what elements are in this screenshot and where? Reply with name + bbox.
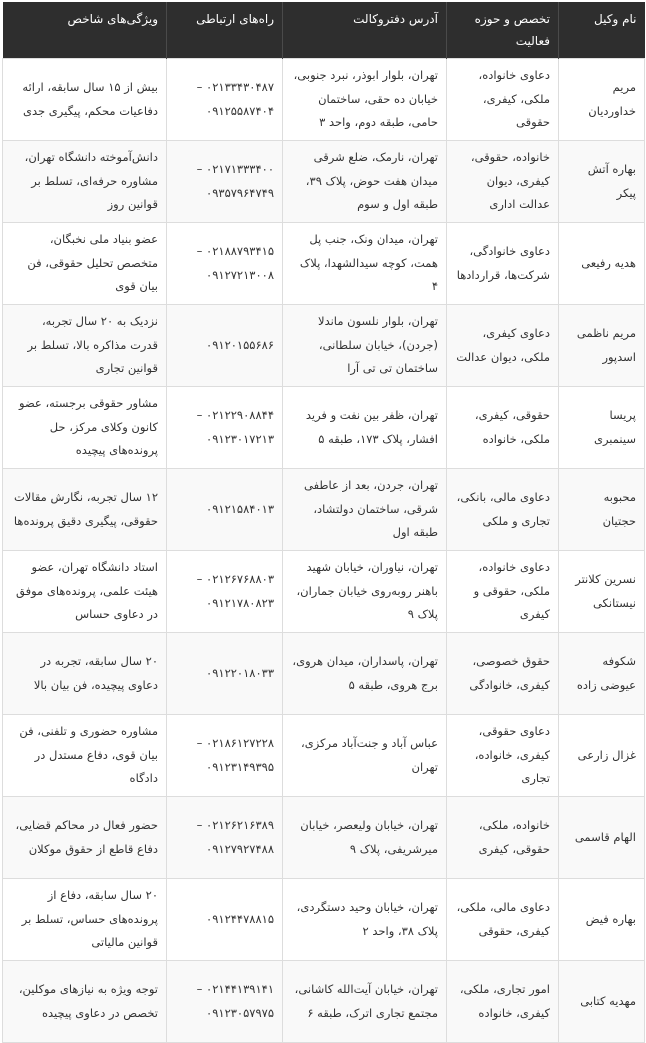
address-cell: تهران، نارمک، ضلع شرقی میدان هفت حوض، پلاک ۳۹، طبقه اول و سوم	[283, 141, 447, 223]
lawyer-name-cell: بهاره فیض	[559, 879, 645, 961]
table-row	[3, 387, 645, 469]
header-features: ویژگی‌های شاخص	[3, 2, 167, 59]
address-cell: تهران، پاسداران، میدان هروی، برج هروی، طبقه ۵	[283, 633, 447, 715]
lawyer-name-cell: شکوفه عیوضی زاده	[559, 633, 645, 715]
header-row	[3, 2, 645, 59]
phone-number: ۰۲۱۲۲۹۰۸۸۴۴ –	[196, 408, 274, 422]
contact-cell	[167, 59, 283, 141]
phone-number: ۰۹۱۲۳۰۵۷۹۷۵	[206, 1005, 274, 1020]
table-row	[3, 961, 645, 1043]
lawyers-table-container	[2, 2, 645, 1043]
header-contact: راه‌های ارتباطی	[167, 2, 283, 59]
phone-number: ۰۹۱۲۷۲۱۳۰۰۸	[206, 267, 274, 282]
phone-number: ۰۲۱۴۴۱۳۹۱۴۱ –	[196, 982, 274, 996]
phone-number: ۰۲۱۲۶۷۶۸۸۰۳ –	[196, 572, 274, 586]
specialty-cell: دعاوی خانواده، ملکی، کیفری، حقوقی	[447, 59, 559, 141]
features-cell: توجه ویژه به نیازهای موکلین، تخصص در دعاوی پیچیده	[3, 961, 167, 1043]
phone-number: ۰۲۱۲۶۲۱۶۳۸۹ –	[196, 818, 274, 832]
phone-number: ۰۹۱۲۱۵۸۴۰۱۳	[206, 501, 274, 516]
specialty-cell: دعاوی کیفری، ملکی، دیوان عدالت	[447, 305, 559, 387]
contact-cell	[167, 387, 283, 469]
header-address: آدرس دفتروکالت	[283, 2, 447, 59]
phone-number: ۰۹۱۲۲۰۱۸۰۳۳	[206, 665, 274, 680]
phone-number: ۰۲۱۷۱۳۳۳۴۰۰ –	[196, 162, 274, 176]
address-cell: عباس آباد و جنت‌آباد مرکزی، تهران	[283, 715, 447, 797]
contact-cell	[167, 879, 283, 961]
address-cell: تهران، خیابان وحید دستگردی، پلاک ۳۸، واحد ۲	[283, 879, 447, 961]
lawyer-name-cell: مریم خداوردیان	[559, 59, 645, 141]
contact-cell	[167, 961, 283, 1043]
address-cell: تهران، جردن، بعد از عاطفی شرقی، ساختمان دولتشاد، طبقه اول	[283, 469, 447, 551]
lawyer-name-cell: محبوبه حجتیان	[559, 469, 645, 551]
lawyer-name-cell: مریم ناظمی اسدپور	[559, 305, 645, 387]
table-row	[3, 305, 645, 387]
address-cell: تهران، خیابان ولیعصر، خیابان میرشریفی، پلاک ۹	[283, 797, 447, 879]
table-row	[3, 551, 645, 633]
lawyer-name-cell: هدیه رفیعی	[559, 223, 645, 305]
features-cell: دانش‌آموخته دانشگاه تهران، مشاوره حرفه‌ای، تسلط بر قوانین روز	[3, 141, 167, 223]
address-cell: تهران، ظفر بین نفت و فرید افشار، پلاک ۱۷۳، طبقه ۵	[283, 387, 447, 469]
specialty-cell: حقوق خصوصی، کیفری، خانوادگی	[447, 633, 559, 715]
features-cell: عضو بنیاد ملی نخبگان، متخصص تحلیل حقوقی، فن بیان قوی	[3, 223, 167, 305]
contact-cell	[167, 141, 283, 223]
table-row	[3, 469, 645, 551]
table-row	[3, 59, 645, 141]
table-row	[3, 879, 645, 961]
specialty-cell: دعاوی خانواده، ملکی، حقوقی و کیفری	[447, 551, 559, 633]
features-cell: ۲۰ سال سابقه، تجربه در دعاوی پیچیده، فن بیان بالا	[3, 633, 167, 715]
lawyer-name-cell: نسرین کلانتر نیستانکی	[559, 551, 645, 633]
specialty-cell: خانواده، حقوقی، کیفری، دیوان عدالت اداری	[447, 141, 559, 223]
features-cell: نزدیک به ۲۰ سال تجربه، قدرت مذاکره بالا، تسلط بر قوانین تجاری	[3, 305, 167, 387]
contact-cell	[167, 633, 283, 715]
lawyer-name-cell: مهدیه کتابی	[559, 961, 645, 1043]
lawyers-table	[2, 2, 645, 1043]
phone-number: ۰۹۱۲۱۷۸۰۸۲۳	[206, 595, 274, 610]
features-cell: استاد دانشگاه تهران، عضو هیئت علمی، پرونده‌های موفق در دعاوی حساس	[3, 551, 167, 633]
features-cell: بیش از ۱۵ سال سابقه، ارائه دفاعیات محکم، پیگیری جدی	[3, 59, 167, 141]
table-row	[3, 797, 645, 879]
phone-number: ۰۹۱۲۵۵۸۷۴۰۴	[206, 103, 274, 118]
table-row	[3, 633, 645, 715]
contact-cell	[167, 797, 283, 879]
lawyer-name-cell: پریسا سینمبری	[559, 387, 645, 469]
phone-number: ۰۹۱۲۳۱۴۹۳۹۵	[206, 759, 274, 774]
header-name: نام وکیل	[559, 2, 645, 59]
contact-cell	[167, 469, 283, 551]
specialty-cell: خانواده، ملکی، حقوقی، کیفری	[447, 797, 559, 879]
table-row	[3, 223, 645, 305]
address-cell: تهران، خیابان آیت‌الله کاشانی، مجتمع تجاری اترک، طبقه ۶	[283, 961, 447, 1043]
table-row	[3, 141, 645, 223]
address-cell: تهران، بلوار نلسون ماندلا (جردن)، خیابان سلطانی، ساختمان تی تی آرا	[283, 305, 447, 387]
specialty-cell: دعاوی مالی، ملکی، کیفری، حقوقی	[447, 879, 559, 961]
specialty-cell: امور تجاری، ملکی، کیفری، خانواده	[447, 961, 559, 1043]
specialty-cell: دعاوی حقوقی، کیفری، خانواده، تجاری	[447, 715, 559, 797]
phone-number: ۰۹۱۲۳۰۱۷۲۱۳	[206, 431, 274, 446]
lawyer-name-cell: الهام قاسمی	[559, 797, 645, 879]
lawyer-name-cell: غزال زارعی	[559, 715, 645, 797]
phone-number: ۰۹۱۲۰۱۵۵۶۸۶	[206, 337, 274, 352]
phone-number: ۰۲۱۸۸۷۹۳۴۱۵ –	[196, 244, 274, 258]
lawyer-name-cell: بهاره آتش پیکر	[559, 141, 645, 223]
address-cell: تهران، میدان ونک، جنب پل همت، کوچه سیدالشهدا، پلاک ۴	[283, 223, 447, 305]
specialty-cell: حقوقی، کیفری، ملکی، خانواده	[447, 387, 559, 469]
specialty-cell: دعاوی مالی، بانکی، تجاری و ملکی	[447, 469, 559, 551]
features-cell: حضور فعال در محاکم قضایی، دفاع قاطع از حقوق موکلان	[3, 797, 167, 879]
table-body	[3, 59, 645, 1043]
phone-number: ۰۲۱۸۶۱۲۷۲۲۸ –	[196, 736, 274, 750]
contact-cell	[167, 223, 283, 305]
table-header	[3, 2, 645, 59]
phone-number: ۰۹۳۵۷۹۶۴۷۴۹	[206, 185, 274, 200]
contact-cell	[167, 551, 283, 633]
specialty-cell: دعاوی خانوادگی، شرکت‌ها، قراردادها	[447, 223, 559, 305]
table-row	[3, 715, 645, 797]
phone-number: ۰۹۱۲۷۹۲۷۴۸۸	[206, 841, 274, 856]
phone-number: ۰۲۱۳۳۴۳۰۴۸۷ –	[196, 80, 274, 94]
features-cell: ۲۰ سال سابقه، دفاع از پرونده‌های حساس، تسلط بر قوانین مالیاتی	[3, 879, 167, 961]
contact-cell	[167, 305, 283, 387]
address-cell: تهران، نیاوران، خیابان شهید باهنر روبه‌روی خیابان جماران، پلاک ۹	[283, 551, 447, 633]
features-cell: مشاور حقوقی برجسته، عضو کانون وکلای مرکز، حل پرونده‌های پیچیده	[3, 387, 167, 469]
features-cell: مشاوره حضوری و تلفنی، فن بیان قوی، دفاع مستدل در دادگاه	[3, 715, 167, 797]
features-cell: ۱۲ سال تجربه، نگارش مقالات حقوقی، پیگیری دقیق پرونده‌ها	[3, 469, 167, 551]
phone-number: ۰۹۱۲۴۴۷۸۸۱۵	[206, 911, 274, 926]
header-specialty: تخصص و حوزه فعالیت	[447, 2, 559, 59]
contact-cell	[167, 715, 283, 797]
address-cell: تهران، بلوار ابوذر، نبرد جنوبی، خیابان ده حقی، ساختمان حامی، طبقه دوم، واحد ۳	[283, 59, 447, 141]
